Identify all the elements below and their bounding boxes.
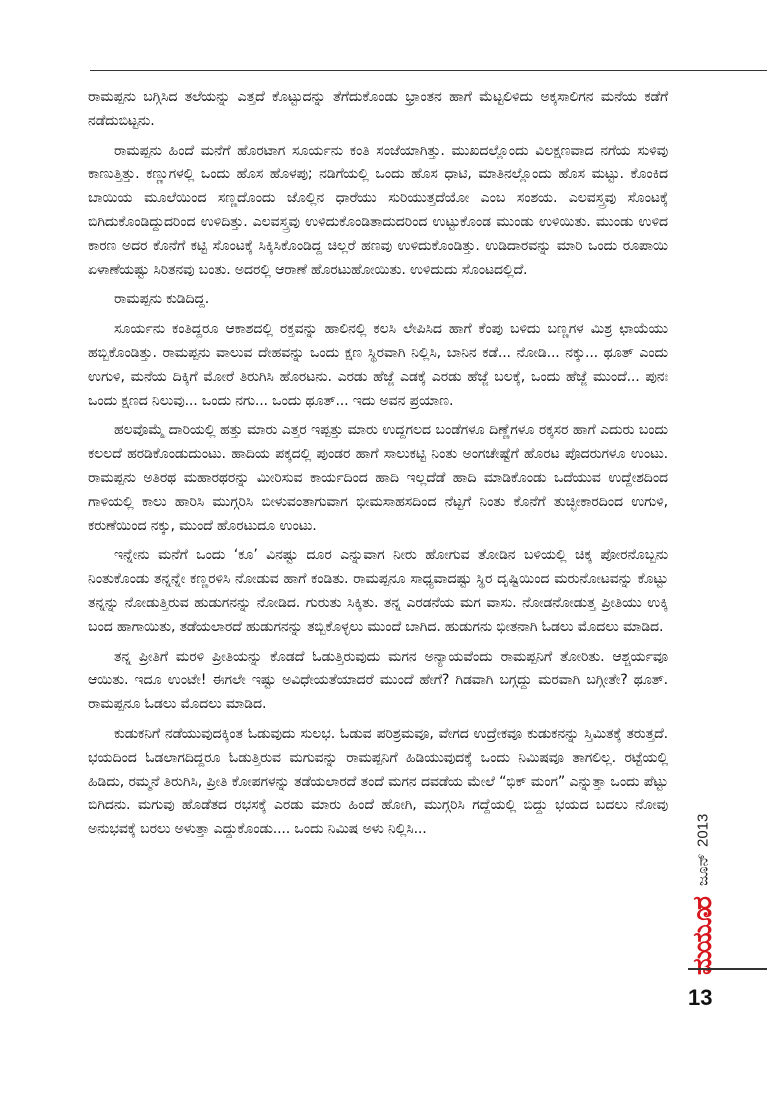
issue-year: 2013 xyxy=(694,813,712,848)
side-branding xyxy=(688,800,728,976)
paragraph-2: ರಾಮಪ್ಪನು ಹಿಂದೆ ಮನೆಗೆ ಹೊರಟಾಗ ಸೂರ್ಯನು ಕಂತಿ ಸಂಜೆಯಾಗಿತ್ತು. ಮುಖದಲ್ಲೊಂದು ವಿಲಕ್ಷಣವಾದ ನಗೆಯ ಸುಳಿವು ಕಾಣುತ್ತಿತ್ತು. ಕಣ್ಣುಗಳಲ್ಲಿ ಒಂದು ಹೊಸ ಹೊಳಪು; ನಡಿಗೆಯಲ್ಲಿ ಒಂದು ಹೊಸ ಧಾಟಿ, ಮಾತಿನಲ್ಲೊಂದು ಹೊಸ ಮಟ್ಟು. ಕೊಂಕಿದ ಬಾಯಿಯ ಮೂಲೆಯಿಂದ ಸಣ್ಣದೊಂದು ಜೊಲ್ಲಿನ ಧಾರೆಯು ಸುರಿಯುತ್ತದೆಯೋ ಎಂಬ ಸಂಶಯ. ಎಲವಸ್ತ್ರವು ಸೊಂಟಕ್ಕೆ ಬಿಗಿದುಕೊಂಡಿದ್ದುದರಿಂದ ಉಳಿದಿತ್ತು. ಎಲವಸ್ತ್ರವು ಉಳಿದುಕೊಂಡಿತಾದುದರಿಂದ ಉಟ್ಟುಕೊಂಡ ಮುಂಡು ಉಳಿಯಿತು. ಮುಂಡು ಉಳಿದ ಕಾರಣ ಅದರ ಕೊನೆಗೆ ಕಟ್ಟಿ ಸೊಂಟಕ್ಕೆ ಸಿಕ್ಕಿಸಿಕೊಂಡಿದ್ದ ಚಿಲ್ಲರೆ ಹಣವು ಉಳಿದುಕೊಂಡಿತ್ತು. ಉಡಿದಾರವನ್ನು ಮಾರಿ ಒಂದು ರೂಪಾಯಿ ಏಳಾಣೆಯಷ್ಟು ಸಿರಿತನವು ಬಂತು. ಅದರಲ್ಲಿ ಆರಾಣೆ ಹೊರಟುಹೋಯಿತು. ಉಳಿದುದು ಸೊಂಟದಲ್ಲಿದೆ. xyxy=(88,142,668,278)
article-body xyxy=(88,86,668,848)
paragraph-1: ರಾಮಪ್ಪನು ಬಗ್ಗಿಸಿದ ತಲೆಯನ್ನು ಎತ್ತದೆ ಕೊಟ್ಟುದನ್ನು ತೆಗೆದುಕೊಂಡು ಭ್ರಾಂತನ ಹಾಗೆ ಮೆಟ್ಟಲಿಳಿದು ಅಕ್ಕಸಾಲಿಗನ ಮನೆಯ ಕಡೆಗೆ ನಡೆದುಬಿಟ್ಟನು. xyxy=(88,89,668,129)
paragraph-3: ರಾಮಪ್ಪನು ಕುಡಿದಿದ್ದ. xyxy=(114,291,210,308)
paragraph-4: ಸೂರ್ಯನು ಕಂತಿದ್ದರೂ ಆಕಾಶದಲ್ಲಿ ರಕ್ತವನ್ನು ಹಾಲಿನಲ್ಲಿ ಕಲಸಿ ಲೇಪಿಸಿದ ಹಾಗೆ ಕೆಂಪು ಬಳಿದು ಬಣ್ಣಗಳ ಮಿಶ್ರ ಛಾಯೆಯು ಹಬ್ಬಿಕೊಂಡಿತ್ತು. ರಾಮಪ್ಪನು ವಾಲುವ ದೇಹವನ್ನು ಒಂದು ಕ್ಷಣ ಸ್ಥಿರವಾಗಿ ನಿಲ್ಲಿಸಿ, ಬಾನಿನ ಕಡೆ... ನೋಡಿ... ನಕ್ಕು... ಥೂತ್ ಎಂದು ಉಗುಳಿ, ಮನೆಯ ದಿಕ್ಕಿಗೆ ಮೋರೆ ತಿರುಗಿಸಿ ಹೊರಟನು. ಎರಡು ಹೆಜ್ಜೆ ಎಡಕ್ಕೆ ಎರಡು ಹೆಜ್ಜೆ ಬಲಕ್ಕೆ, ಒಂದು ಹೆಜ್ಜೆ ಮುಂದೆ... ಪುನಃ ಒಂದು ಕ್ಷಣದ ನಿಲುವು... ಒಂದು ನಗು... ಒಂದು ಥೂತ್... ಇದು ಅವನ ಪ್ರಯಾಣ. xyxy=(88,321,668,409)
issue-month: ಜೂನ್ xyxy=(694,853,712,887)
page-number: 13 xyxy=(688,985,713,1010)
footer-rule xyxy=(688,968,767,970)
top-rule xyxy=(90,70,767,71)
paragraph-6: ಇನ್ನೇನು ಮನೆಗೆ ಒಂದು ‘ಕೂ’ ವಿನಷ್ಟು ದೂರ ಎನ್ನುವಾಗ ನೀರು ಹೋಗುವ ತೋಡಿನ ಬಳಿಯಲ್ಲಿ ಚಿಕ್ಕ ಪೋರನೊಬ್ಬನು ನಿಂತುಕೊಂಡು ತನ್ನನ್ನೇ ಕಣ್ಣರಳಿಸಿ ನೋಡುವ ಹಾಗೆ ಕಂಡಿತು. ರಾಮಪ್ಪನೂ ಸಾಧ್ಯವಾದಷ್ಟು ಸ್ಥಿರ ದೃಷ್ಟಿಯಿಂದ ಮರುನೋಟವನ್ನು ಕೊಟ್ಟು ತನ್ನನ್ನು ನೋಡುತ್ತಿರುವ ಹುಡುಗನನ್ನು ನೋಡಿದ. ಗುರುತು ಸಿಕ್ಕಿತು. ತನ್ನ ಎರಡನೆಯ ಮಗ ವಾಸು. ನೋಡನೋಡುತ್ತ ಪ್ರೀತಿಯು ಉಕ್ಕಿ ಬಂದ ಹಾಗಾಯಿತು, ತಡೆಯಲಾರದೆ ಹುಡುಗನನ್ನು ತಬ್ಬಿಕೊಳ್ಳಲು ಮುಂದೆ ಬಾಗಿದ. ಹುಡುಗನು ಭೀತನಾಗಿ ಓಡಲು ಮೊದಲು ಮಾಡಿದ. xyxy=(88,547,668,635)
magazine-logo: ಮಯೂರ xyxy=(688,898,718,976)
paragraph-5: ಹಲವೊಮ್ಮೆ ದಾರಿಯಲ್ಲಿ ಹತ್ತು ಮಾರು ಎತ್ತರ ಇಪ್ಪತ್ತು ಮಾರು ಉದ್ದಗಲದ ಬಂಡೆಗಳೂ ದಿಣ್ಣೆಗಳೂ ರಕ್ಕಸರ ಹಾಗೆ ಎದುರು ಬಂದು ಕಲಲದೆ ಹರಡಿಕೊಂಡುದುಂಟು. ಹಾದಿಯ ಪಕ್ಕದಲ್ಲಿ ಪುಂಡರ ಹಾಗೆ ಸಾಲುಕಟ್ಟಿ ನಿಂತು ಅಂಗಚೇಷ್ಟೆಗೆ ಹೊರಟ ಪೊದರುಗಳೂ ಉಂಟು. ರಾಮಪ್ಪನು ಅತಿರಥ ಮಹಾರಥರನ್ನು ಮೀರಿಸುವ ಕಾರ್ಯದಿಂದ ಹಾದಿ ಇಲ್ಲದೆಡೆ ಹಾದಿ ಮಾಡಿಕೊಂಡು ಒದೆಯುವ ಉದ್ದೇಶದಿಂದ ಗಾಳಿಯಲ್ಲಿ ಕಾಲು ಹಾರಿಸಿ ಮುಗ್ಗರಿಸಿ ಬೀಳುವಂತಾಗುವಾಗ ಭೀಮಸಾಹಸದಿಂದ ನೆಟ್ಟಗೆ ನಿಂತು ಕೊನೆಗೆ ತುಚ್ಛೀಕಾರದಿಂದ ಉಗುಳಿ, ಕರುಣೆಯಿಂದ ನಕ್ಕು, ಮುಂದೆ ಹೊರಟುದೂ ಉಂಟು. xyxy=(88,422,668,534)
paragraph-8: ಕುಡುಕನಿಗೆ ನಡೆಯುವುದಕ್ಕಿಂತ ಓಡುವುದು ಸುಲಭ. ಓಡುವ ಪರಿಶ್ರಮವೂ, ವೇಗದ ಉದ್ರೇಕವೂ ಕುಡುಕನನ್ನು ಸ್ತಿಮಿತಕ್ಕೆ ತರುತ್ತದೆ. ಭಯದಿಂದ ಓಡಲಾಗದಿದ್ದರೂ ಓಡುತ್ತಿರುವ ಮಗುವನ್ನು ರಾಮಪ್ಪನಿಗೆ ಹಿಡಿಯುವುದಕ್ಕೆ ಒಂದು ನಿಮಿಷವೂ ತಾಗಲಿಲ್ಲ. ರಟ್ಟೆಯಲ್ಲಿ ಹಿಡಿದು, ರಮ್ಮನೆ ತಿರುಗಿಸಿ, ಪ್ರೀತಿ ಕೋಪಗಳನ್ನು ತಡೆಯಲಾರದೆ ತಂದೆ ಮಗನ ದವಡೆಯ ಮೇಲೆ “ಭಿಕ್ ಮಂಗ” ಎನ್ನುತ್ತಾ ಒಂದು ಪೆಟ್ಟು ಬಿಗಿದನು. ಮಗುವು ಹೊಡೆತದ ರಭಸಕ್ಕೆ ಎರಡು ಮಾರು ಹಿಂದೆ ಹೋಗಿ, ಮುಗ್ಗರಿಸಿ ಗದ್ದೆಯಲ್ಲಿ ಬಿದ್ದು ಭಯದ ಬದಲು ನೋವು ಅನುಭವಕ್ಕೆ ಬರಲು ಅಳುತ್ತಾ ಎದ್ದುಕೊಂಡು.... ಒಂದು ನಿಮಿಷ ಅಳು ನಿಲ್ಲಿಸಿ... xyxy=(88,725,668,838)
issue-date xyxy=(690,800,716,900)
paragraph-7: ತನ್ನ ಪ್ರೀತಿಗೆ ಮರಳಿ ಪ್ರೀತಿಯನ್ನು ಕೊಡದೆ ಓಡುತ್ತಿರುವುದು ಮಗನ ಅನ್ಯಾಯವೆಂದು ರಾಮಪ್ಪನಿಗೆ ತೋರಿತು. ಆಶ್ಚರ್ಯವೂ ಆಯಿತು. ಇದೂ ಉಂಟೇ! ಈಗಲೇ ಇಷ್ಟು ಅವಿಧೇಯತೆಯಾದರೆ ಮುಂದೆ ಹೇಗೆ? ಗಿಡವಾಗಿ ಬಗ್ಗದ್ದು ಮರವಾಗಿ ಬಗ್ಗೀತೇ? ಥೂತ್. ರಾಮಪ್ಪನೂ ಓಡಲು ಮೊದಲು ಮಾಡಿದ. xyxy=(88,648,668,713)
